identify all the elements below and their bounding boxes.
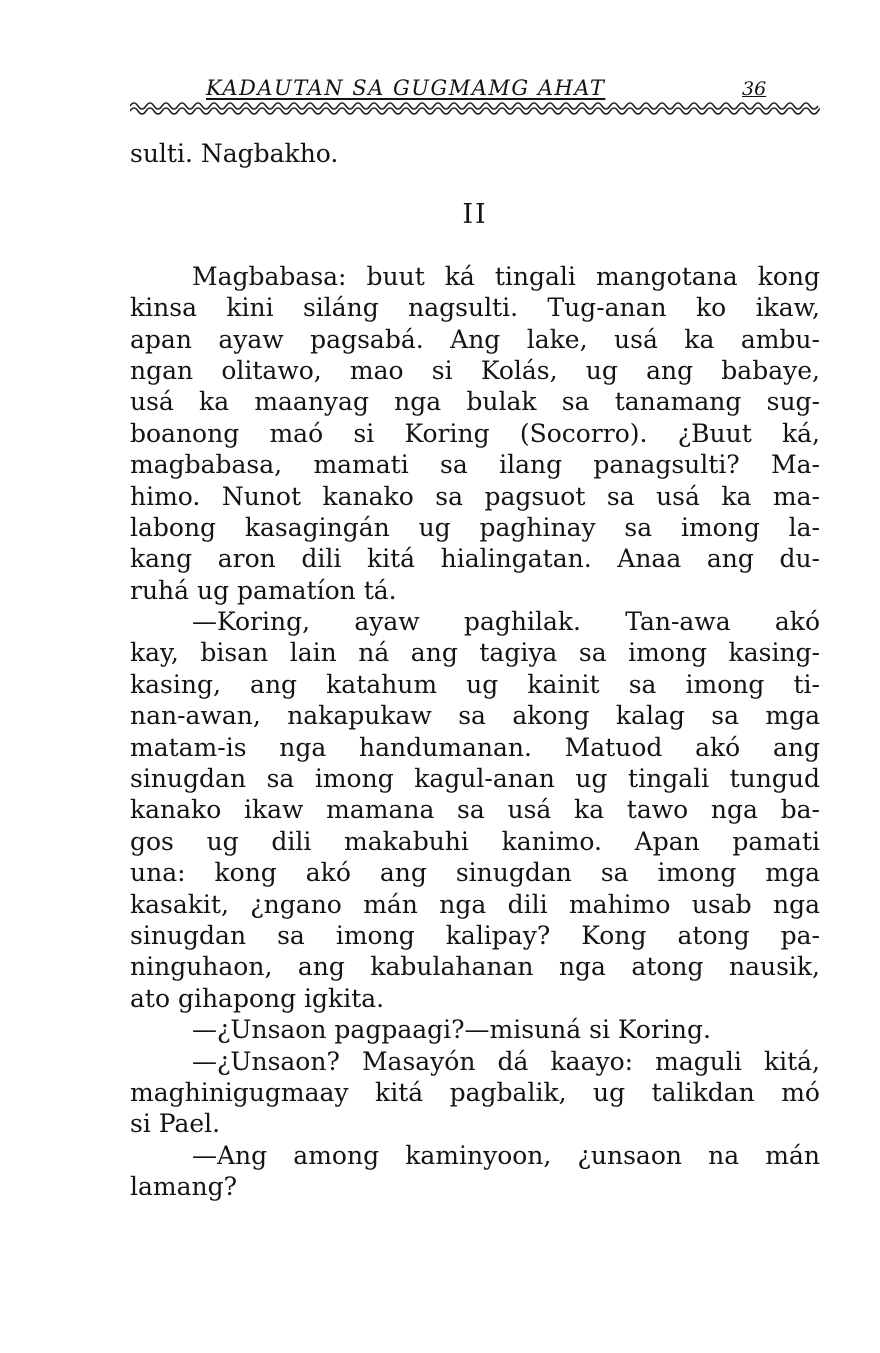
body-lines [130,261,820,1203]
text-line: kasing, ang katahum ug kainit sa imong ti- [130,669,820,699]
text-line: himo. Nunot kanako sa pagsuot sa usá ka ma- [130,481,820,511]
text-line: una: kong akó ang sinugdan sa imong mga [130,858,820,888]
text-line: apan ayaw pagsabá. Ang lake, usá ka ambu- [130,324,820,354]
text-line: si Pael. [130,1109,221,1139]
text-line: ato gihapong igkita. [130,983,385,1013]
page-body [130,138,820,1203]
running-title: KADAUTAN SA GUGMAMG AHAT [206,76,606,100]
text-line: matam-is nga handumanan. Matuod akó ang [130,732,820,762]
text-line: boanong maó si Koring (Socorro). ¿Buut ká, [130,418,820,448]
decorative-wavy-rule [130,102,820,116]
text-line: kasakit, ¿ngano mán nga dili mahimo usab nga [130,889,820,919]
text-line: gos ug dili makabuhi kanimo. Apan pamati [130,826,820,856]
text-line: ngan olitawo, mao si Kolás, ug ang babaye, [130,355,820,385]
text-line: kanako ikaw mamana sa usá ka tawo nga ba- [130,795,820,825]
text-line: kay, bisan lain ná ang tagiya sa imong kasing- [130,638,820,668]
text-line: —¿Unsaon? Masayón dá kaayo: maguli kitá, [192,1046,820,1076]
text-line: maghinigugmaay kitá pagbalik, ug talikdan mó [130,1077,820,1107]
text-line: lamang? [130,1172,238,1202]
text-line: —Koring, ayaw paghilak. Tan-awa akó [192,607,820,637]
text-line: sinugdan sa imong kalipay? Kong atong pa- [130,921,820,950]
text-line: ninguhaon, ang kabulahanan nga atong nausik, [130,952,820,982]
text-line: labong kasagingán ug paghinay sa imong la- [130,512,820,542]
page-number: 36 [742,78,767,100]
text-line: sinugdan sa imong kagul-anan ug tingali tungud [130,764,820,794]
text-line: kang aron dili kitá hialingatan. Anaa ang du- [130,544,820,574]
text-line: nan-awan, nakapukaw sa akong kalag sa mga [130,701,820,731]
running-header [130,74,820,120]
chapter-heading: II [462,199,488,231]
text-line: ruhá ug pamatíon tá. [130,575,397,605]
text-line: —¿Unsaon pagpaagi?—misuná si Koring. [192,1015,711,1045]
text-line: —Ang among kaminyoon, ¿unsaon na mán [192,1140,820,1170]
text-line: magbabasa, mamati sa ilang panagsulti? Ma- [130,450,820,480]
text-line: usá ka maanyag nga bulak sa tanamang sug- [130,387,820,417]
text-line: Magbabasa: buut ká tingali mangotana kong [192,261,820,291]
opening-line: sulti. Nagbakho. [130,139,339,168]
text-line: kinsa kini siláng nagsulti. Tug-anan ko ikaw, [130,293,820,323]
